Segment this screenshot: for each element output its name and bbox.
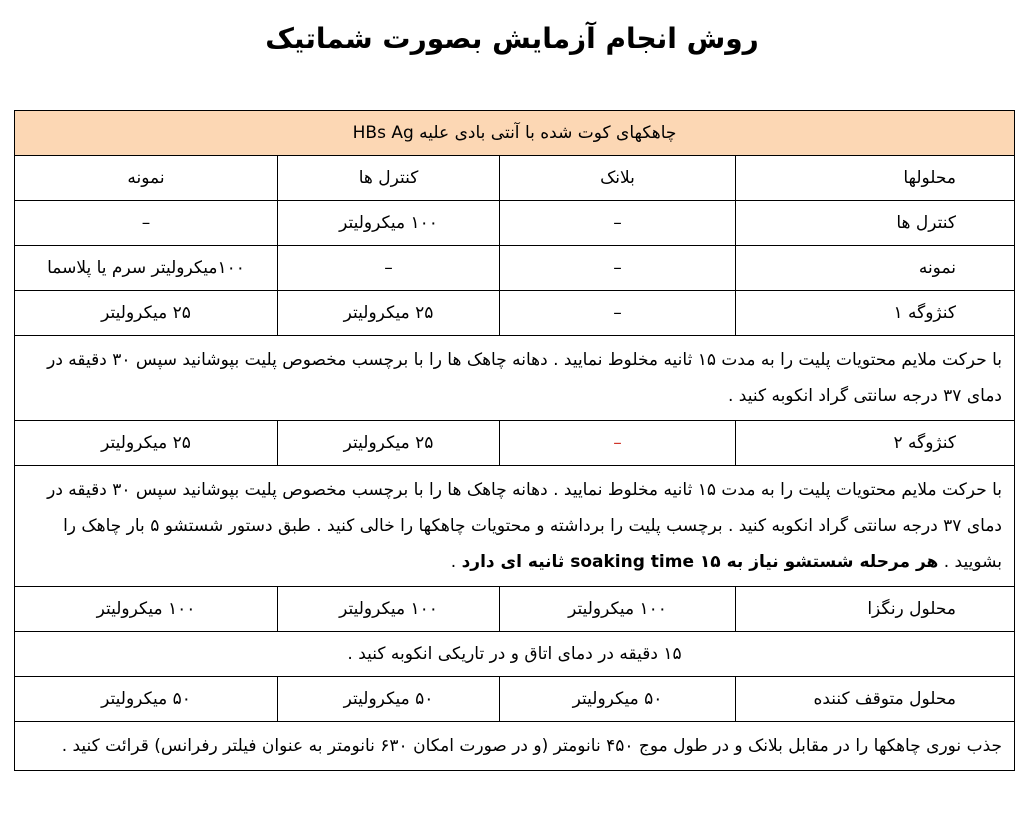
instruction-bold-text: هر مرحله شستشو نیاز به soaking time ۱۵ ثانیه ای دارد <box>461 552 939 572</box>
column-header: محلولها <box>736 156 1015 201</box>
table-cell: ۲۵ میکرولیتر <box>15 291 278 336</box>
table-cell: کنژوگه ۲ <box>736 421 1015 466</box>
table-cell: – <box>500 421 736 466</box>
table-cell: ۲۵ میکرولیتر <box>15 421 278 466</box>
table-cell: ۱۰۰میکرولیتر سرم یا پلاسما <box>15 246 278 291</box>
instruction-text-block <box>15 466 1015 587</box>
column-header: نمونه <box>15 156 278 201</box>
instruction-row <box>15 632 1015 677</box>
table-cell: ۱۰۰ میکرولیتر <box>278 201 500 246</box>
table-cell: ۲۵ میکرولیتر <box>278 421 500 466</box>
table-cell: محلول رنگزا <box>736 587 1015 632</box>
table-row <box>15 291 1015 336</box>
table-row <box>15 201 1015 246</box>
instruction-row <box>15 466 1015 587</box>
instruction-text: ۱۵ دقیقه در دمای اتاق و در تاریکی انکوبه کنید . <box>15 632 1015 677</box>
table-cell: ۱۰۰ میکرولیتر <box>15 587 278 632</box>
column-header: بلانک <box>500 156 736 201</box>
table-cell: کنژوگه ۱ <box>736 291 1015 336</box>
table-cell: ۲۵ میکرولیتر <box>278 291 500 336</box>
instruction-row <box>15 336 1015 421</box>
table-cell: ۱۰۰ میکرولیتر <box>278 587 500 632</box>
table-row <box>15 587 1015 632</box>
column-header: کنترل ها <box>278 156 500 201</box>
table-cell: ۵۰ میکرولیتر <box>500 677 736 722</box>
table-cell: – <box>500 246 736 291</box>
table-cell: کنترل ها <box>736 201 1015 246</box>
table-row <box>15 677 1015 722</box>
table-row <box>15 246 1015 291</box>
table-cell: – <box>15 201 278 246</box>
instruction-text-end: . <box>450 552 462 572</box>
table-header-row <box>15 111 1015 156</box>
instruction-text: با حرکت ملایم محتویات پلیت را به مدت ۱۵ ثانیه مخلوط نمایید . دهانه چاهک ها را با برچسب مخصوص پلیت بپوشانید سپس ۳۰ دقیقه در دمای ۳۷ درجه سانتی گراد انکوبه کنید . <box>15 336 1015 421</box>
instruction-text: با حرکت ملایم محتویات پلیت را به مدت ۱۵ ثانیه مخلوط نمایید . دهانه چاهک ها را با برچسب مخصوص پلیت بپوشانید سپس ۳۰ دقیقه در دمای ۳۷ درجه سانتی گراد انکوبه کنید . برچسب پلیت را برداشته و محتویات چاهکها را خالی کنید . طبق دستور شستشو ۵ بار چاهک را بشویید . <box>47 480 1003 572</box>
table-cell: محلول متوقف کننده <box>736 677 1015 722</box>
table-cell: – <box>278 246 500 291</box>
protocol-table <box>14 110 1015 771</box>
table-header: چاهکهای کوت شده با آنتی بادی علیه HBs Ag <box>15 111 1015 156</box>
page-title: روش انجام آزمایش بصورت شماتیک <box>265 22 759 55</box>
table-cell: ۵۰ میکرولیتر <box>278 677 500 722</box>
table-cell: ۱۰۰ میکرولیتر <box>500 587 736 632</box>
instruction-row <box>15 722 1015 771</box>
table-cell: نمونه <box>736 246 1015 291</box>
table-cell: – <box>500 201 736 246</box>
table-row <box>15 421 1015 466</box>
table-cell: – <box>500 291 736 336</box>
column-headers-row <box>15 156 1015 201</box>
instruction-text: جذب نوری چاهکها را در مقابل بلانک و در طول موج ۴۵۰ نانومتر (و در صورت امکان ۶۳۰ نانومتر به عنوان فیلتر رفرانس) قرائت کنید . <box>15 722 1015 771</box>
table-cell: ۵۰ میکرولیتر <box>15 677 278 722</box>
